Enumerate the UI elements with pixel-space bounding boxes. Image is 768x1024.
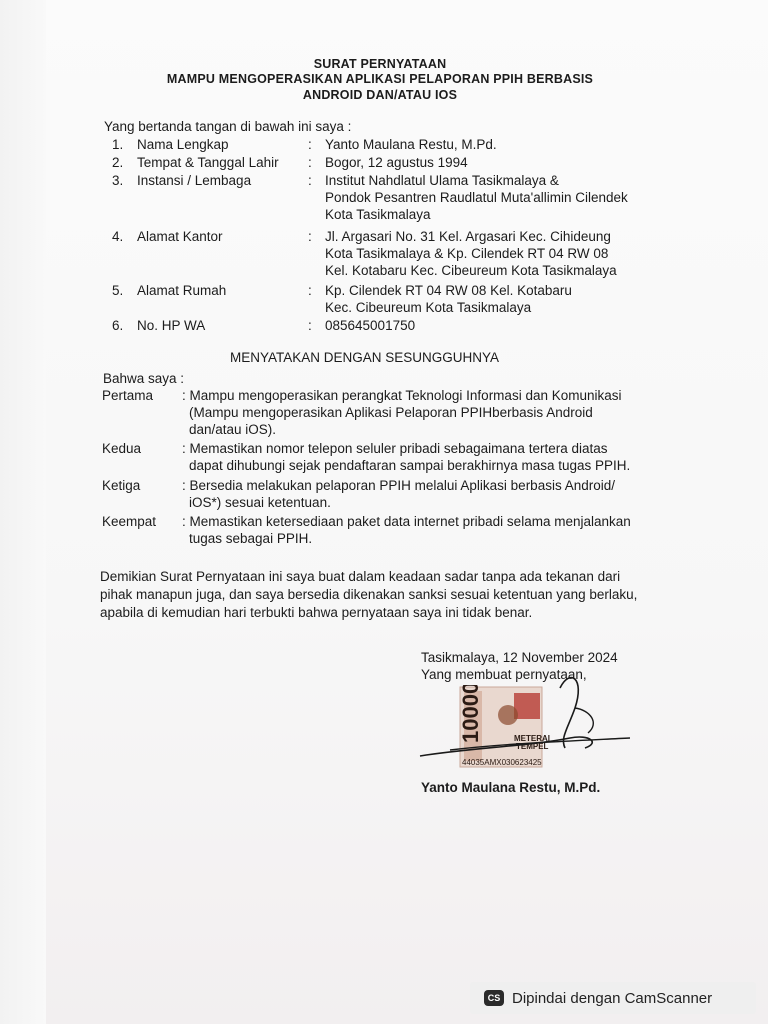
stamp-text-2: TEMPEL — [516, 742, 549, 751]
identity-value: Pondok Pesantren Raudlatul Muta'allimin Cilendek — [325, 190, 628, 205]
maker-label: Yang membuat pernyataan, — [421, 667, 587, 682]
statement-label: Pertama — [102, 388, 154, 403]
place-date: Tasikmalaya, 12 November 2024 — [421, 650, 618, 665]
title-line-2: MAMPU MENGOPERASIKAN APLIKASI PELAPORAN PPIH BERBASIS — [166, 72, 594, 86]
identity-number: 4. — [112, 229, 124, 244]
stamp-serial: 44035AMX030623425 — [462, 758, 542, 767]
stamp-value: 10000 — [458, 685, 483, 743]
identity-colon: : — [308, 318, 312, 333]
identity-colon: : — [308, 173, 312, 188]
intro-text: Yang bertanda tangan di bawah ini saya : — [104, 119, 352, 134]
identity-label: Instansi / Lembaga — [137, 173, 252, 188]
title-line-3: ANDROID DAN/ATAU IOS — [302, 88, 458, 102]
camscanner-logo-icon: CS — [484, 990, 504, 1006]
statement-line: : Mampu mengoperasikan perangkat Teknologi Informasi dan Komunikasi — [182, 388, 622, 403]
identity-label: Tempat & Tanggal Lahir — [137, 155, 279, 170]
statement-line: (Mampu mengoperasikan Aplikasi Pelaporan PPIHberbasis Android — [189, 405, 593, 420]
handwritten-signature — [410, 668, 640, 778]
camscanner-label: Dipindai dengan CamScanner — [512, 989, 713, 1007]
closing-line: pihak manapun juga, dan saya bersedia dikenakan sanksi sesuai ketentuan yang berlaku, — [100, 587, 638, 602]
identity-value: Jl. Argasari No. 31 Kel. Argasari Kec. Cihideung — [325, 229, 611, 244]
identity-value: Yanto Maulana Restu, M.Pd. — [325, 137, 497, 152]
identity-colon: : — [308, 155, 312, 170]
identity-label: Nama Lengkap — [137, 137, 229, 152]
statement-label: Kedua — [102, 441, 142, 456]
closing-line: apabila di kemudian hari terbukti bahwa pernyataan saya ini tidak benar. — [100, 605, 533, 620]
identity-value: Kota Tasikmalaya & Kp. Cilendek RT 04 RW 08 — [325, 246, 609, 261]
statement-label: Keempat — [102, 514, 157, 529]
identity-value: Kota Tasikmalaya — [325, 207, 431, 222]
identity-number: 3. — [112, 173, 124, 188]
identity-number: 5. — [112, 283, 124, 298]
signer-name: Yanto Maulana Restu, M.Pd. — [421, 780, 601, 795]
identity-label: Alamat Rumah — [137, 283, 227, 298]
identity-number: 6. — [112, 318, 124, 333]
statement-line: : Memastikan ketersediaan paket data internet pribadi selama menjalankan — [182, 514, 631, 529]
statement-label: Ketiga — [102, 478, 141, 493]
identity-label: Alamat Kantor — [137, 229, 223, 244]
identity-label: No. HP WA — [137, 318, 206, 333]
identity-value: 085645001750 — [325, 318, 416, 333]
identity-colon: : — [308, 229, 312, 244]
statement-line: dan/atau iOS). — [189, 422, 277, 437]
statement-line: iOS*) sesuai ketentuan. — [189, 495, 331, 510]
statement-line: : Bersedia melakukan pelaporan PPIH melalui Aplikasi berbasis Android/ — [182, 478, 615, 493]
title-line-1: SURAT PERNYATAAN — [313, 57, 447, 71]
bahwa-text: Bahwa saya : — [103, 371, 185, 386]
identity-number: 2. — [112, 155, 124, 170]
identity-value: Kec. Cibeureum Kota Tasikmalaya — [325, 300, 532, 315]
identity-value: Bogor, 12 agustus 1994 — [325, 155, 468, 170]
statement-line: dapat dihubungi sejak pendaftaran sampai berakhirnya masa tugas PPIH. — [189, 458, 631, 473]
identity-value: Institut Nahdlatul Ulama Tasikmalaya & — [325, 173, 559, 188]
declaration-heading: MENYATAKAN DENGAN SESUNGGUHNYA — [230, 350, 500, 365]
identity-value: Kel. Kotabaru Kec. Cibeureum Kota Tasikmalaya — [325, 263, 617, 278]
statement-line: tugas sebagai PPIH. — [189, 531, 313, 546]
scan-edge-shadow — [0, 0, 46, 1024]
identity-number: 1. — [112, 137, 124, 152]
camscanner-watermark — [470, 982, 756, 1014]
identity-colon: : — [308, 137, 312, 152]
stamp-text-1: METERAI — [514, 734, 550, 743]
closing-line: Demikian Surat Pernyataan ini saya buat dalam keadaan sadar tanpa ada tekanan dari — [100, 569, 621, 584]
identity-colon: : — [308, 283, 312, 298]
identity-value: Kp. Cilendek RT 04 RW 08 Kel. Kotabaru — [325, 283, 572, 298]
statement-line: : Memastikan nomor telepon seluler pribadi sebagaimana tertera diatas — [182, 441, 608, 456]
